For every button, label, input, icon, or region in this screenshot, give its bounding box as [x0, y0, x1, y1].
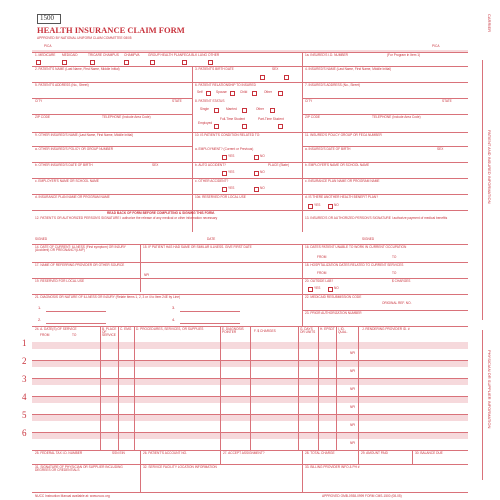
col-qual: I. ID. QUAL. [338, 327, 348, 335]
status-other: Other [256, 107, 264, 111]
col-emg: C. EMG [120, 327, 132, 331]
physician-bracket-line [482, 330, 483, 480]
patient-section-label: PATIENT AND INSURED INFORMATION [487, 130, 492, 204]
insurance-plan-label: c. INSURANCE PLAN NAME OR PROGRAM NAME [305, 179, 380, 183]
pica-left: PICA [44, 44, 52, 48]
physician-section-label: PHYSICIAN OR SUPPLIER INFORMATION [487, 350, 492, 429]
insured-telephone-label: TELEPHONE (Include Area Code) [372, 115, 421, 119]
group-checkbox[interactable] [150, 60, 155, 65]
diag-1: 1. [38, 305, 42, 310]
other-acc-yes-checkbox[interactable] [222, 187, 227, 192]
another-yes-checkbox[interactable] [308, 204, 313, 209]
rel-child-checkbox[interactable] [252, 91, 257, 96]
col-pointer: E. DIAGNOSIS POINTER [222, 327, 244, 335]
claim-form-sheet [32, 12, 468, 498]
sex-m-checkbox[interactable] [260, 75, 265, 80]
similar-illness-label: 15. IF PATIENT HAS HAD SAME OR SIMILAR ILLNESS. GIVE FIRST DATE [143, 245, 252, 249]
read-back-text: READ BACK OF FORM BEFORE COMPLETING & SIGNING THIS FORM. [107, 211, 215, 215]
medicare-label: 1. MEDICARE [35, 53, 56, 57]
date-current-label: 14. DATE OF CURRENT: ILLNESS (First symptom) OR INJURY (Accident) OR PREGNANCY(LMP) [35, 245, 126, 253]
zip-label: ZIP CODE [35, 115, 50, 119]
insured-address-label: 7. INSURED'S ADDRESS (No., Street) [305, 83, 360, 87]
other-dob-label: b. OTHER INSURED'S DATE OF BIRTH [35, 163, 93, 167]
col-to: TO [72, 333, 77, 337]
medicare-checkbox[interactable] [36, 60, 41, 65]
signed-right: SIGNED [362, 237, 375, 241]
policy-group-label: 11. INSURED'S POLICY GROUP OR FECA NUMBER [305, 133, 382, 137]
diagnosis-label: 21. DIAGNOSIS OR NATURE OF ILLNESS OR INJURY (Relate Items 1, 2, 3 or 4 to Item 24E by Line) [35, 295, 181, 299]
col-days: G. DAYS OR UNITS [300, 327, 316, 335]
other-policy-label: a. OTHER INSURED'S POLICY OR GROUP NUMBER [35, 147, 114, 151]
other-acc-no-checkbox[interactable] [254, 187, 259, 192]
feca-label: FECA BLK LUNG [182, 53, 207, 57]
service-row-number: 2 [22, 356, 27, 366]
another-yes: YES [314, 203, 321, 207]
service-row-number: 3 [22, 374, 27, 384]
medicaid-label: MEDICAID [62, 53, 78, 57]
other-sex-label: SEX [152, 163, 159, 167]
npi-row-4: NPI [350, 405, 356, 409]
tricare-label: TRICARE CHAMPUS [88, 53, 119, 57]
service-row-number: 4 [22, 392, 27, 402]
charges-20-label: $ CHARGES [392, 279, 411, 283]
npi-row-3: NPI [350, 387, 356, 391]
place-state-label: PLACE (State) [268, 163, 289, 167]
rel-child: Child [240, 90, 248, 94]
carrier-bracket-line [482, 60, 483, 320]
other-acc-no: NO [260, 186, 265, 190]
col-place: B. PLACE OF SERVICE [102, 327, 117, 338]
another-no: NO [334, 203, 339, 207]
rel-spouse: Spouse [216, 90, 227, 94]
status-married-checkbox[interactable] [242, 108, 247, 113]
npi-row-5: NPI [350, 423, 356, 427]
col-from: FROM [40, 333, 50, 337]
signed-left: SIGNED [35, 237, 48, 241]
date-left: DATE [207, 237, 216, 241]
medicaid-checkbox[interactable] [62, 60, 67, 65]
rel-other: Other [264, 90, 272, 94]
tax-id-label: 25. FEDERAL TAX I.D. NUMBER [35, 451, 83, 455]
rel-self-checkbox[interactable] [206, 91, 211, 96]
reserved-19-label: 19. RESERVED FOR LOCAL USE [35, 279, 85, 283]
tricare-checkbox[interactable] [90, 60, 95, 65]
condition-related-label: 10. IS PATIENT'S CONDITION RELATED TO: [195, 133, 261, 137]
other-accident-label: c. OTHER ACCIDENT? [195, 179, 229, 183]
fulltime-checkbox[interactable] [242, 124, 247, 129]
col-dates: 24. A. DATE(S) OF SERVICE [35, 327, 77, 331]
employment-yes: YES [228, 154, 235, 158]
diag-3: 3. [172, 305, 176, 310]
other-insured-name-label: 9. OTHER INSURED'S NAME (Last Name, First Name, Middle Initial) [35, 133, 134, 137]
diag-2: 2. [38, 317, 42, 322]
npi-row-6: NPI [350, 441, 356, 445]
parttime-checkbox[interactable] [278, 124, 283, 129]
physician-signature-label: 31. SIGNATURE OF PHYSICIAN OR SUPPLIER INCLUDING DEGREES OR CREDENTIALS [35, 465, 123, 473]
city-label: CITY [35, 99, 43, 103]
original-ref-label: ORIGINAL REF. NO. [382, 301, 412, 305]
employer-name-label: b. EMPLOYER'S NAME OR SCHOOL NAME [305, 163, 370, 167]
auto-accident-label: b. AUTO ACCIDENT? [195, 163, 226, 167]
lab-no-checkbox[interactable] [328, 287, 333, 292]
referring-provider-label: 17. NAME OF REFERRING PROVIDER OR OTHER SOURCE [35, 263, 125, 267]
for-program-label: (For Program in Item 1) [387, 53, 421, 57]
employed-label: Employed [198, 121, 213, 125]
service-row-number: 1 [22, 338, 27, 348]
billing-provider-label: 33. BILLING PROVIDER INFO & PH # [305, 465, 360, 469]
insured-city-label: CITY [305, 99, 313, 103]
employment-label: a. EMPLOYMENT? (Current or Previous) [195, 147, 254, 151]
carrier-label: CARRIER [487, 14, 492, 33]
telephone-label: TELEPHONE (Include Area Code) [102, 115, 151, 119]
auto-yes-checkbox[interactable] [222, 171, 227, 176]
employment-no-checkbox[interactable] [254, 155, 259, 160]
insured-dob-label: a. INSURED'S DATE OF BIRTH [305, 147, 351, 151]
col-procedures: D. PROCEDURES, SERVICES, OR SUPPLIES [136, 327, 204, 331]
employment-yes-checkbox[interactable] [222, 155, 227, 160]
patient-signature-label: 12. PATIENT'S OR AUTHORIZED PERSON'S SIGNATURE I authorize the release of any medical or other information necessary [35, 216, 218, 220]
other-plan-label: d. INSURANCE PLAN NAME OR PROGRAM NAME [35, 195, 110, 199]
insured-sex-label: SEX [437, 147, 444, 151]
accept-assignment-label: 27. ACCEPT ASSIGNMENT? [223, 451, 265, 455]
total-charge-label: 28. TOTAL CHARGE [305, 451, 335, 455]
lab-no: NO [334, 286, 339, 290]
service-row-number: 5 [22, 410, 27, 420]
patient-status-label: 8. PATIENT STATUS [195, 99, 225, 103]
diag-4: 4. [172, 317, 176, 322]
other-checkbox[interactable] [208, 60, 213, 65]
col-epsdt: H. EPSDT [320, 327, 335, 331]
state-label: STATE [172, 99, 182, 103]
resubmission-label: 22. MEDICAID RESUBMISSION CODE [305, 295, 362, 299]
ssn-ein-label: SSN EIN [112, 451, 125, 455]
employed-checkbox[interactable] [214, 124, 219, 129]
unable-work-label: 16. DATES PATIENT UNABLE TO WORK IN CURRENT OCCUPATION [305, 245, 407, 249]
form-number: 1500 [40, 14, 54, 22]
status-other-checkbox[interactable] [270, 108, 275, 113]
rel-other-checkbox[interactable] [278, 91, 283, 96]
employment-no: NO [260, 154, 265, 158]
sex-f-checkbox[interactable] [284, 75, 289, 80]
other-acc-yes: YES [228, 186, 235, 190]
reserved-local-label: 10d. RESERVED FOR LOCAL USE [195, 195, 246, 199]
balance-due-label: 30. BALANCE DUE [415, 451, 443, 455]
service-row-number: 6 [22, 428, 27, 438]
service-facility-label: 32. SERVICE FACILITY LOCATION INFORMATION [143, 465, 217, 469]
auto-yes: YES [228, 170, 235, 174]
champva-checkbox[interactable] [124, 60, 129, 65]
amount-paid-label: 29. AMOUNT PAID [361, 451, 388, 455]
lab-yes-checkbox[interactable] [308, 287, 313, 292]
status-single-checkbox[interactable] [214, 108, 219, 113]
insured-state-label: STATE [442, 99, 452, 103]
auto-no: NO [260, 170, 265, 174]
other-employer-label: c. EMPLOYER'S NAME OR SCHOOL NAME [35, 179, 99, 183]
rel-self: Self [197, 90, 203, 94]
fulltime-label: Full-Time Student [220, 117, 246, 121]
to-label-16: TO [392, 255, 397, 259]
hospitalization-label: 18. HOSPITALIZATION DATES RELATED TO CURRENT SERVICES [305, 263, 404, 267]
patient-name-label: 2. PATIENT'S NAME (Last Name, First Name, Middle Initial) [35, 67, 120, 71]
sex-label: SEX [272, 67, 279, 71]
insured-id-label: 1a. INSURED'S I.D. NUMBER [305, 53, 348, 57]
another-plan-label: d. IS THERE ANOTHER HEALTH BENEFIT PLAN? [305, 195, 378, 199]
status-married: Married [226, 107, 237, 111]
from-label-16: FROM [317, 255, 327, 259]
pica-right: PICA [432, 44, 440, 48]
footer-right: APPROVED OMB-0938-0999 FORM CMS-1500 (08-05) [322, 494, 402, 498]
rel-spouse-checkbox[interactable] [230, 91, 235, 96]
birth-date-label: 3. PATIENT'S BIRTH DATE [195, 67, 234, 71]
outside-lab-label: 20. OUTSIDE LAB? [305, 279, 334, 283]
relationship-label: 6. PATIENT RELATIONSHIP TO INSURED [195, 83, 256, 87]
footer-left: NUCC Instruction Manual available at: www.nucc.org [35, 494, 110, 498]
col-charges: F. $ CHARGES [254, 329, 276, 333]
another-no-checkbox[interactable] [328, 204, 333, 209]
other-label: OTHER [208, 53, 220, 57]
npi-17: NPI [144, 273, 150, 277]
account-no-label: 26. PATIENT'S ACCOUNT NO. [143, 451, 187, 455]
group-label: GROUP HEALTH PLAN [148, 53, 183, 57]
approved-by: APPROVED BY NATIONAL UNIFORM CLAIM COMMITTEE 08/05 [37, 36, 132, 40]
champva-label: CHAMPVA [124, 53, 140, 57]
lab-yes: YES [314, 286, 321, 290]
npi-row-2: NPI [350, 369, 356, 373]
npi-row-1: NPI [350, 351, 356, 355]
insured-zip-label: ZIP CODE [305, 115, 320, 119]
auto-no-checkbox[interactable] [254, 171, 259, 176]
to-label-18: TO [392, 271, 397, 275]
parttime-label: Part-Time Student [258, 117, 284, 121]
feca-checkbox[interactable] [182, 60, 187, 65]
insured-name-label: 4. INSURED'S NAME (Last Name, First Name, Middle Initial) [305, 67, 391, 71]
prior-auth-label: 23. PRIOR AUTHORIZATION NUMBER [305, 311, 362, 315]
from-label-18: FROM [317, 271, 327, 275]
patient-address-label: 5. PATIENT'S ADDRESS (No., Street) [35, 83, 89, 87]
status-single: Single [200, 107, 209, 111]
form-title: HEALTH INSURANCE CLAIM FORM [37, 25, 185, 35]
col-rendering: J. RENDERING PROVIDER ID. # [362, 327, 410, 331]
insured-signature-label: 13. INSURED'S OR AUTHORIZED PERSON'S SIGNATURE I authorize payment of medical benefits [305, 216, 448, 220]
